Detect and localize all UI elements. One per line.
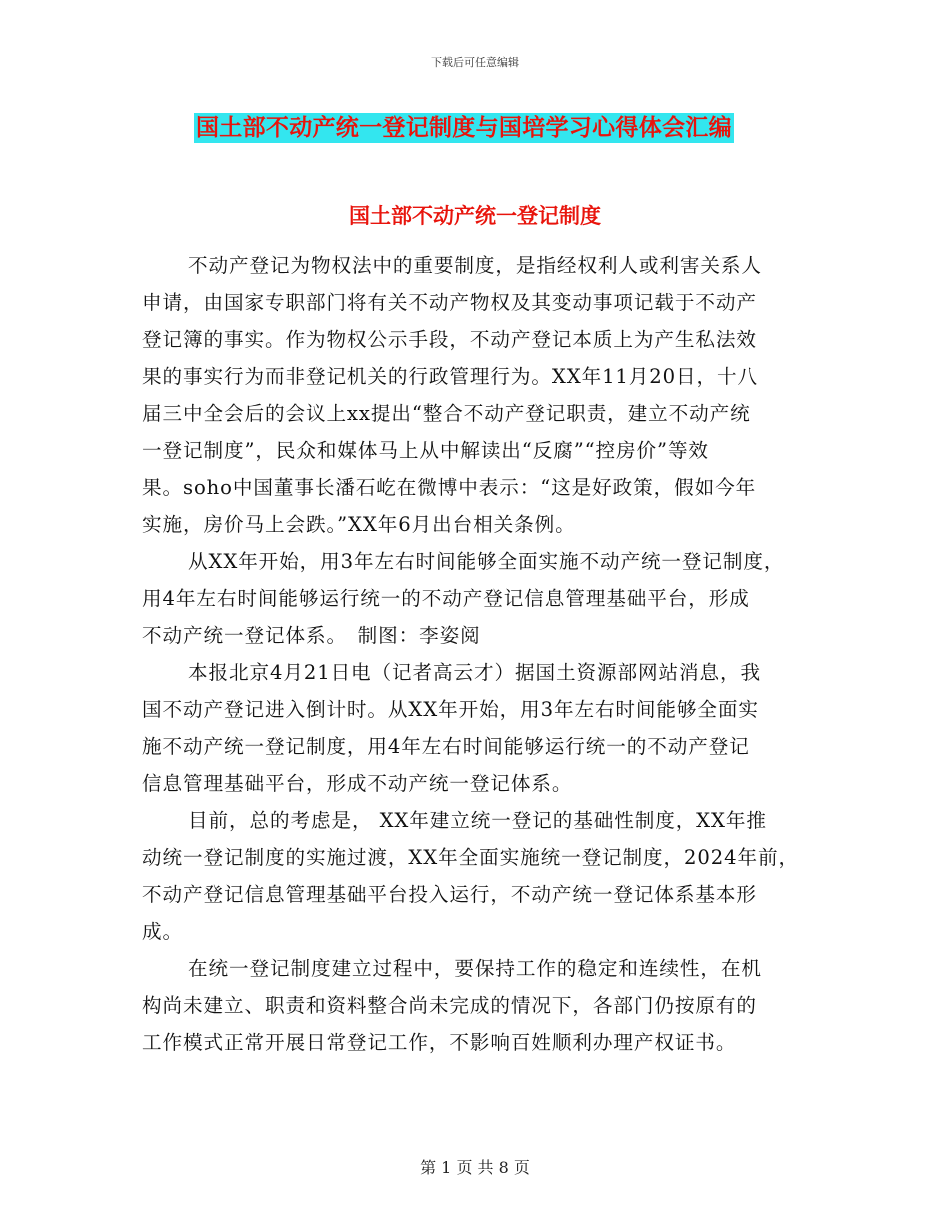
paragraph-line: 不动产登记信息管理基础平台投入运行，不动产统一登记体系基本形	[142, 883, 757, 906]
paragraph-line: 届三中全会后的会议上xx提出“整合不动产登记职责，建立不动产统	[142, 402, 751, 425]
paragraph-line: 施不动产统一登记制度，用4年左右时间能够运行统一的不动产登记	[142, 735, 750, 758]
paragraph-line: 目前，总的考虑是， XX年建立统一登记的基础性制度，XX年推	[188, 809, 767, 832]
paragraph-line: 构尚未建立、职责和资料整合尚未完成的情况下，各部门仍按原有的	[142, 994, 757, 1017]
paragraph-line: 实施，房价马上会跌。”XX年6月出台相关条例。	[142, 513, 576, 536]
paragraph-line: 从XX年开始，用3年左右时间能够全面实施不动产统一登记制度，	[188, 550, 785, 573]
paragraph-line: 本报北京4月21日电（记者高云才）据国土资源部网站消息，我	[188, 661, 761, 684]
header-note: 下载后可任意编辑	[431, 56, 519, 69]
paragraph-line: 一登记制度”，民众和媒体马上从中解读出“反腐”“控房价”等效	[142, 439, 709, 462]
body-text	[142, 247, 822, 1061]
paragraph-line: 在统一登记制度建立过程中，要保持工作的稳定和连续性，在机	[188, 957, 762, 980]
paragraph-line: 国不动产登记进入倒计时。从XX年开始，用3年左右时间能够全面实	[142, 698, 759, 721]
paragraph-line: 申请，由国家专职部门将有关不动产物权及其变动事项记载于不动产	[142, 291, 757, 314]
paragraph-line: 动统一登记制度的实施过渡，XX年全面实施统一登记制度，2024年前，	[142, 846, 799, 869]
paragraph-line: 信息管理基础平台，形成不动产统一登记体系。	[142, 772, 573, 795]
paragraph-line: 登记簿的事实。作为物权公示手段，不动产登记本质上为产生私法效	[142, 328, 757, 351]
paragraph-line: 不动产统一登记体系。 制图：李姿阅	[142, 624, 481, 647]
paragraph-line: 不动产登记为物权法中的重要制度，是指经权利人或利害关系人	[188, 254, 762, 277]
section-title: 国土部不动产统一登记制度	[349, 204, 601, 228]
paragraph-line: 果。soho中国董事长潘石屹在微博中表示：“这是好政策，假如今年	[142, 476, 757, 499]
paragraph-line: 用4年左右时间能够运行统一的不动产登记信息管理基础平台，形成	[142, 587, 750, 610]
paragraph-line: 成。	[142, 920, 183, 943]
page-number: 第 1 页 共 8 页	[420, 1158, 530, 1177]
paragraph-line: 工作模式正常开展日常登记工作，不影响百姓顺利办理产权证书。	[142, 1031, 737, 1054]
document-main-title: 国土部不动产统一登记制度与国培学习心得体会汇编	[196, 115, 732, 141]
paragraph-line: 果的事实行为而非登记机关的行政管理行为。XX年11月20日，十八	[142, 365, 758, 388]
